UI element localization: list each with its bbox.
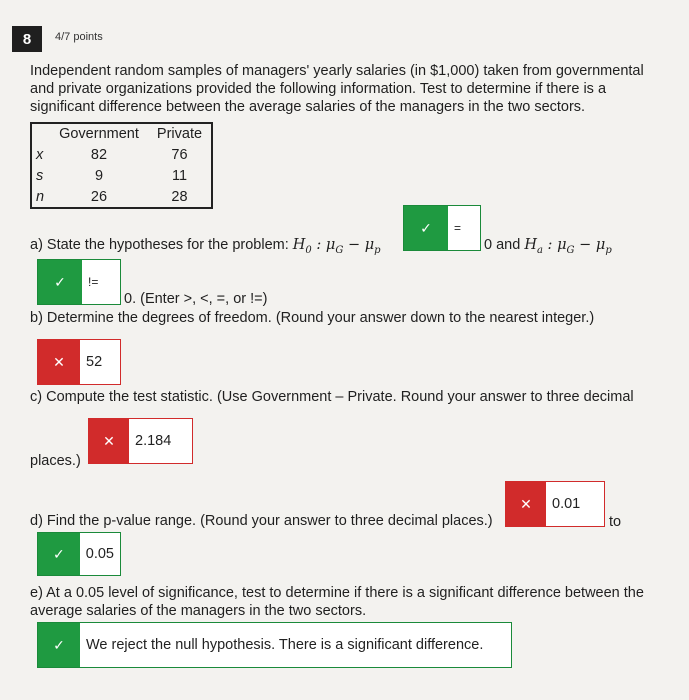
row-label: s <box>36 167 44 184</box>
x-icon: ✕ <box>38 340 80 384</box>
test-stat-answer-value[interactable]: 2.184 <box>129 419 177 463</box>
header-government: Government <box>59 126 139 142</box>
part-c-tail: places.) <box>30 453 81 469</box>
pvalue-high-answer-value[interactable]: 0.05 <box>80 533 120 575</box>
header-private: Private <box>156 126 203 142</box>
ha-prompt: 0 and $H_a$ : $\mu_G - \mu_p$ <box>484 237 612 256</box>
points-label: 4/7 points <box>55 31 103 43</box>
h0-answer-box[interactable] <box>403 205 481 251</box>
h0-answer-value[interactable]: = <box>448 206 467 250</box>
test-stat-answer-box[interactable] <box>88 418 193 464</box>
table-row <box>31 144 212 165</box>
stats-table <box>30 122 213 209</box>
ha-answer-box[interactable] <box>37 259 121 305</box>
check-icon: ✓ <box>404 206 448 250</box>
pvalue-low-answer-box[interactable] <box>505 481 605 527</box>
pvalue-high-answer-box[interactable] <box>37 532 121 576</box>
question-number: 8 <box>12 26 42 52</box>
pvalue-low-answer-value[interactable]: 0.01 <box>546 482 586 526</box>
cell-priv: 28 <box>171 188 188 205</box>
part-d-prompt: d) Find the p-value range. (Round your answer to three decimal places.) <box>30 513 493 529</box>
to-label: to <box>609 514 622 530</box>
question-prompt: Independent random samples of managers' yearly salaries (in $1,000) taken from governmental and private organizations provided the following information. Test to determine if there is a significant difference between the average salaries of the managers in the two sectors. <box>30 63 644 115</box>
table-row <box>31 165 212 186</box>
part-b-prompt: b) Determine the degrees of freedom. (Round your answer down to the nearest integer.) <box>30 310 595 326</box>
check-icon: ✓ <box>38 260 82 304</box>
df-answer-value[interactable]: 52 <box>80 340 108 384</box>
x-icon: ✕ <box>506 482 546 526</box>
cell-gov: 26 <box>90 188 108 205</box>
part-e-prompt: e) At a 0.05 level of significance, test to determine if there is a significant difference between the average salaries of the managers in the two sectors. <box>30 585 644 619</box>
part-a-prompt <box>30 237 381 256</box>
table-row <box>31 186 212 208</box>
x-icon: ✕ <box>89 419 129 463</box>
cell-priv: 76 <box>171 146 188 163</box>
row-label: n <box>36 188 45 205</box>
check-icon: ✓ <box>38 623 80 667</box>
part-a-text: a) State the hypotheses for the problem: <box>30 237 289 253</box>
conclusion-answer-box[interactable] <box>37 622 512 668</box>
df-answer-box[interactable] <box>37 339 121 385</box>
part-c-prompt: c) Compute the test statistic. (Use Government – Private. Round your answer to three decimal <box>30 389 634 405</box>
table-header-row <box>31 123 212 144</box>
check-icon: ✓ <box>38 533 80 575</box>
row-label: x <box>36 146 44 163</box>
h0-symbol: $H_0$ : $\mu_G - \mu_p$ <box>292 237 381 256</box>
cell-gov: 9 <box>94 167 104 184</box>
cell-priv: 11 <box>171 167 188 184</box>
part-a-tail: 0. (Enter >, <, =, or !=) <box>124 291 268 307</box>
ha-symbol: $H_a$ : $\mu_G - \mu_p$ <box>524 237 612 256</box>
ha-answer-value[interactable]: != <box>82 260 104 304</box>
cell-gov: 82 <box>90 146 108 163</box>
conclusion-answer-value[interactable]: We reject the null hypothesis. There is a significant difference. <box>80 623 489 667</box>
